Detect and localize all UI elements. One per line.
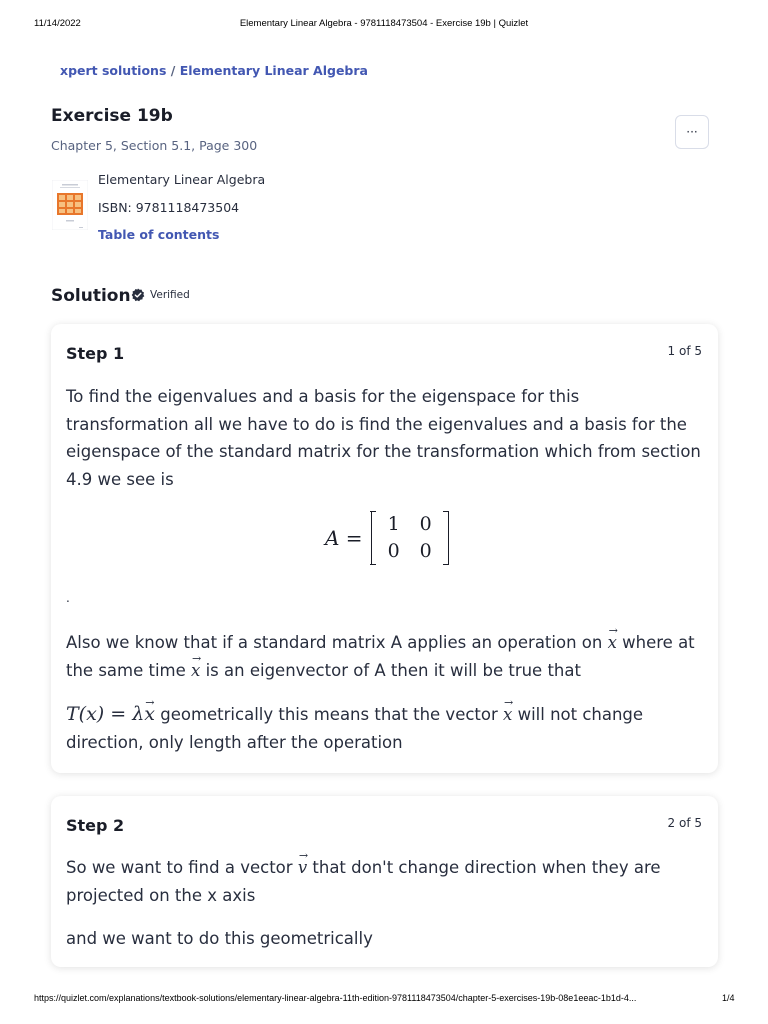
- book-isbn: ISBN: 9781118473504: [98, 200, 240, 215]
- step-label: Step 2: [66, 816, 125, 835]
- matrix-cell: 0: [387, 540, 400, 562]
- text-segment: is an eigenvector of A then it will be true that: [200, 660, 581, 680]
- step-label: Step 1: [66, 344, 125, 363]
- matrix-cell: 0: [419, 513, 432, 535]
- standard-matrix: [371, 511, 449, 565]
- step-text: [66, 629, 706, 684]
- table-of-contents-link[interactable]: Table of contents: [98, 227, 220, 242]
- vector-x: → x: [144, 701, 155, 729]
- text-segment: where at the same time: [66, 633, 695, 680]
- solution-heading: Solution: [51, 286, 131, 306]
- vector-v: → v: [298, 854, 307, 882]
- matrix-equation: [325, 511, 449, 565]
- vector-x: → x: [503, 701, 512, 729]
- text-segment: Also we know that if a standard matrix A applies an operation on: [66, 633, 608, 652]
- vector-x: → x: [191, 657, 200, 685]
- step-card-1: [51, 324, 718, 773]
- breadcrumb: [60, 63, 368, 78]
- matrix-cell: 0: [419, 540, 432, 562]
- matrix-cell: 1: [387, 513, 400, 535]
- breadcrumb-book[interactable]: Elementary Linear Algebra: [179, 63, 368, 78]
- verified-label: Verified: [150, 289, 190, 301]
- breadcrumb-expert-solutions[interactable]: xpert solutions: [60, 63, 167, 78]
- verified-check-icon: [131, 288, 145, 302]
- print-footer: [0, 993, 768, 1007]
- page-title: Exercise 19b: [51, 106, 173, 126]
- print-header: [0, 18, 768, 32]
- step-text: and we want to do this geometrically: [66, 929, 373, 948]
- step-text: [66, 701, 706, 756]
- eigen-equation: T(x) = λ: [66, 703, 145, 725]
- text-segment: So we want to find a vector: [66, 858, 298, 877]
- book-cover-image[interactable]: [52, 180, 88, 230]
- print-page-title: Elementary Linear Algebra - 9781118473504 - Exercise 19b | Quizlet: [239, 18, 529, 29]
- exercise-location: Chapter 5, Section 5.1, Page 300: [51, 138, 258, 153]
- step-count: 1 of 5: [667, 344, 702, 358]
- step-text: To find the eigenvalues and a basis for the eigenspace for this transformation all we have to do is find the eigenvalues and a basis for the eigenspace of the standard matrix for the transformation which from section 4.9 we see is: [66, 387, 701, 489]
- matrix-lhs: A =: [325, 526, 363, 550]
- print-date: 11/14/2022: [34, 18, 81, 29]
- print-url: https://quizlet.com/explanations/textbook-solutions/elementary-linear-algebra-11th-edition-9781118473504/chapter-5-exercises-19b-08e1eeac-1b1d-4...: [34, 993, 637, 1003]
- text-segment: will not change direction, only length after the operation: [66, 705, 644, 752]
- step-card-2: [51, 796, 718, 967]
- text-segment: that don't change direction when they are projected on the x axis: [66, 858, 661, 905]
- print-page-number: 1/4: [722, 993, 735, 1003]
- breadcrumb-separator: /: [170, 63, 176, 78]
- verified-badge: [131, 288, 190, 302]
- book-title[interactable]: Elementary Linear Algebra: [98, 172, 266, 187]
- vector-x: → x: [608, 629, 617, 657]
- more-options-button[interactable]: ···: [675, 115, 709, 149]
- text-segment: geometrically this means that the vector: [154, 705, 504, 724]
- step-text: [66, 854, 706, 909]
- step-dot: .: [66, 591, 70, 605]
- step-count: 2 of 5: [667, 816, 702, 830]
